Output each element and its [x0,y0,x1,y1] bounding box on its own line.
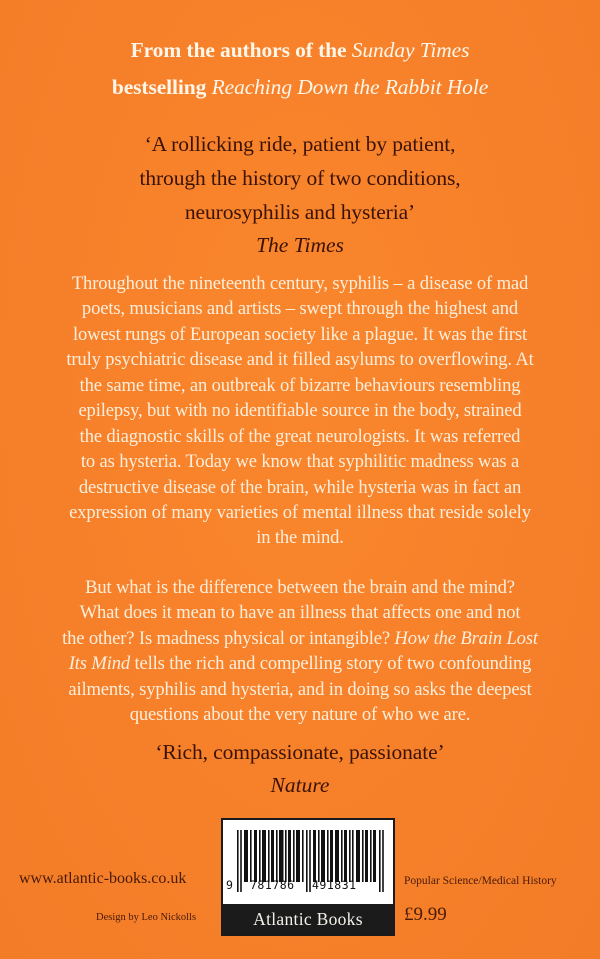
review-quote-line: neurosyphilis and hysteria’ [184,200,416,224]
tagline-text: From the authors of the [130,38,352,62]
publisher-logo: Atlantic Books [223,904,393,934]
blurb-line: But what is the difference between the brain and the mind? [85,577,515,598]
book-title: How the Brain Lost [394,628,538,649]
blurb-line [0,653,600,675]
blurb-line: expression of many varieties of mental illness that reside solely [69,502,531,523]
blurb-line: in the mind. [256,527,344,548]
blurb-line: ailments, syphilis and hysteria, and in doing so asks the deepest [68,679,532,700]
blurb-line: questions about the very nature of who we are. [129,704,471,725]
barcode-left-digits: 781786 [250,878,295,892]
barcode-right-digits: 491831 [312,878,357,892]
blurb-line: epilepsy, but with no identifiable source in the body, strained [78,400,522,421]
newspaper-title: Sunday Times [351,38,470,62]
review-quote-line: ‘A rollicking ride, patient by patient, [144,132,456,156]
review-source: The Times [256,233,344,257]
blurb-line: lowest rungs of European society like a plague. It was the first [72,324,528,345]
review-source: Nature [270,773,330,797]
publisher-website: www.atlantic-books.co.uk [19,870,187,887]
blurb-line: Throughout the nineteenth century, syphilis – a disease of mad [71,273,529,294]
blurb-line: poets, musicians and artists – swept through the highest and [81,298,519,319]
blurb-line [0,628,600,650]
review-quote-line: ‘Rich, compassionate, passionate’ [155,740,445,764]
blurb-line: What does it mean to have an illness that affects one and not [79,602,521,623]
blurb-text: tells the rich and compelling story of two confounding [130,653,532,674]
tagline-line-2 [0,75,600,100]
blurb-line: the same time, an outbreak of bizarre behaviours resembling [79,375,521,396]
book-title: Its Mind [68,653,131,674]
price: £9.99 [404,904,447,925]
book-category: Popular Science/Medical History [404,875,557,887]
blurb-text: the other? Is madness physical or intangible? [62,628,395,649]
tagline-line-1 [0,38,600,63]
barcode-lead-digit: 9 [226,878,233,892]
tagline-text: bestselling [111,75,212,99]
previous-book-title: Reaching Down the Rabbit Hole [211,75,489,99]
blurb-line: truly psychiatric disease and it filled asylums to overflowing. At [66,349,534,370]
blurb-line: the diagnostic skills of the great neurologists. It was referred [79,426,521,447]
designer-credit: Design by Leo Nickolls [96,912,197,923]
isbn-barcode [221,818,395,936]
blurb-line: destructive disease of the brain, while hysteria was in fact an [78,477,522,498]
blurb-line: to as hysteria. Today we know that syphilitic madness was a [80,451,520,472]
review-quote-line: through the history of two conditions, [139,166,461,190]
